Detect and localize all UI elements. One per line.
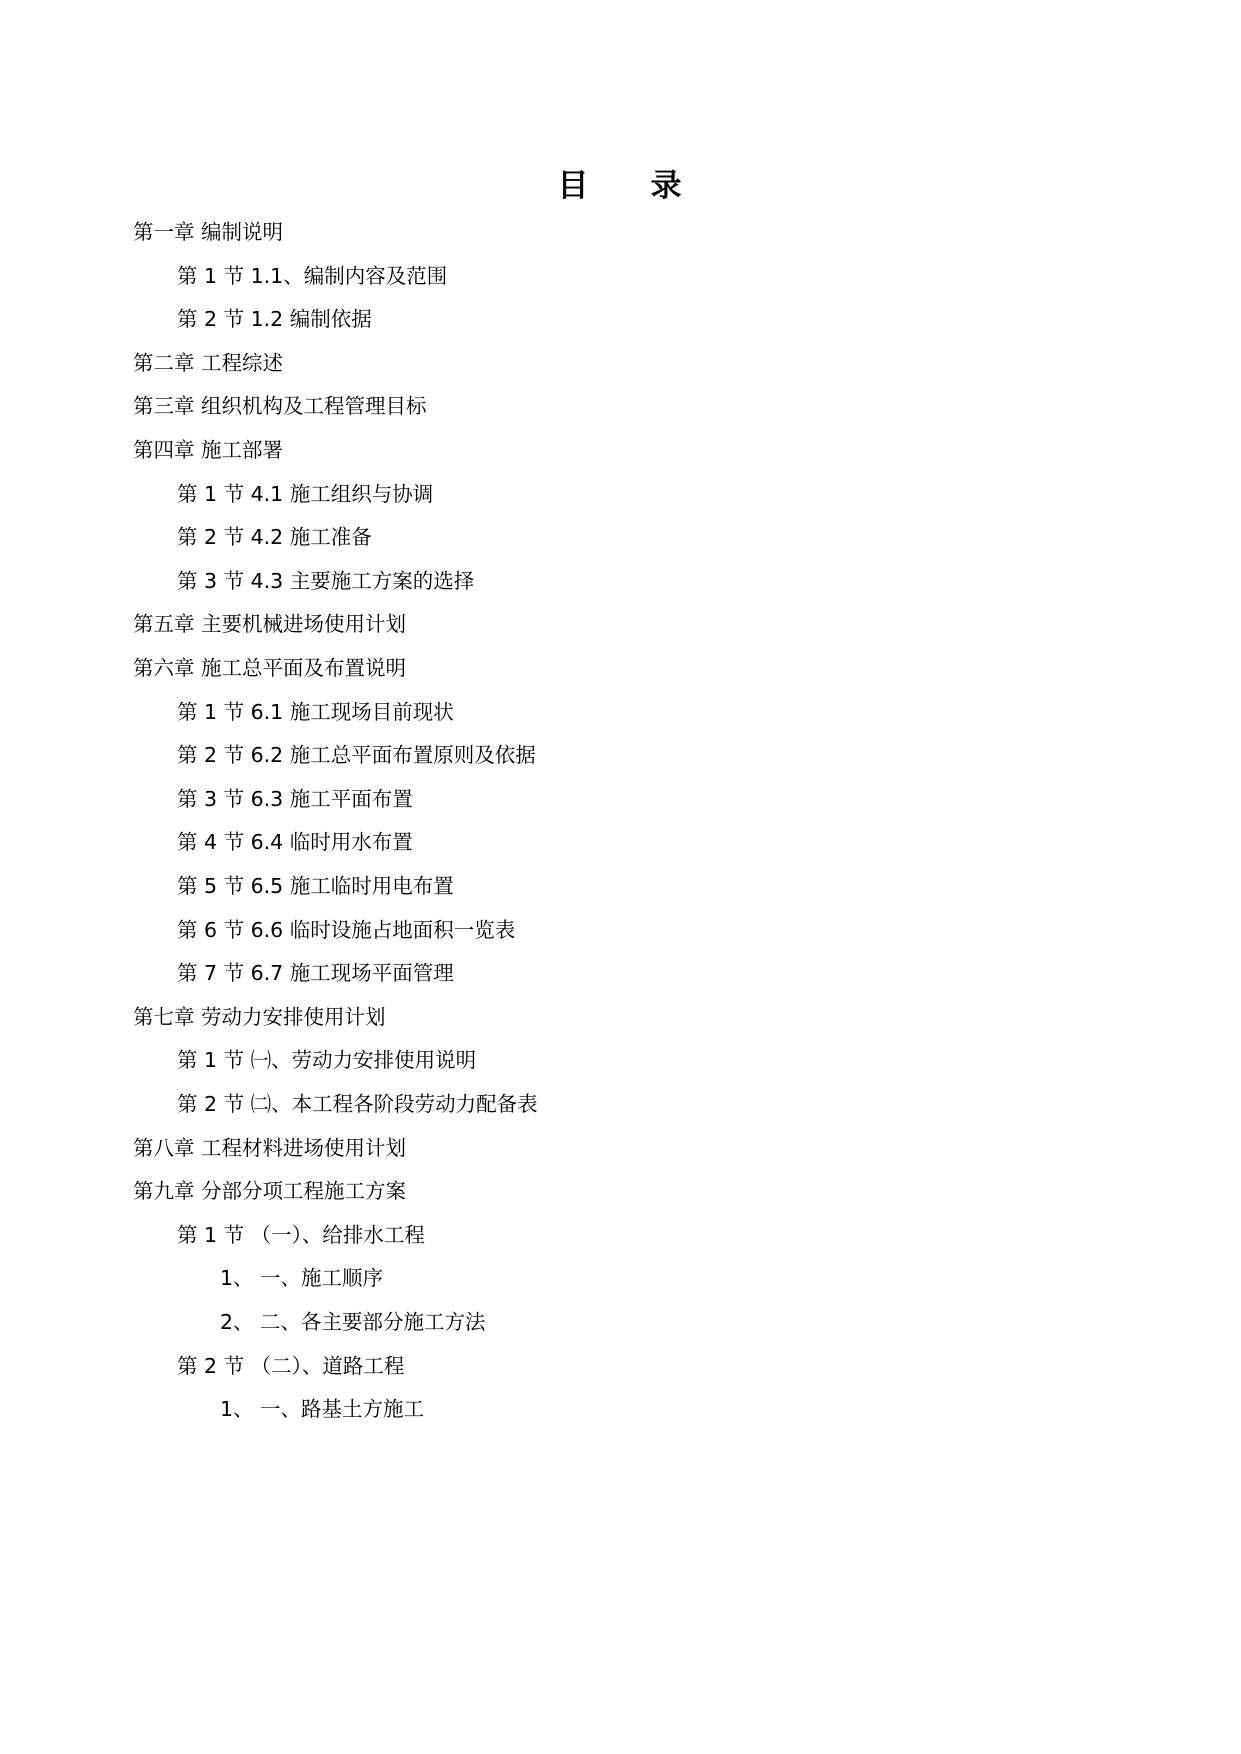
toc-section-entry[interactable]: 第 7 节 6.7 施工现场平面管理 [177, 961, 454, 986]
toc-section-entry[interactable]: 第 2 节 6.2 施工总平面布置原则及依据 [177, 743, 536, 768]
toc-section-entry[interactable]: 第 5 节 6.5 施工临时用电布置 [177, 874, 454, 898]
toc-section-entry[interactable]: 第 3 节 6.3 施工平面布置 [177, 786, 413, 811]
toc-section-entry[interactable]: 第 1 节 （一）、给排水工程 [177, 1222, 425, 1247]
toc-chapter-entry[interactable]: 第五章 主要机械进场使用计划 [133, 612, 407, 637]
toc-subsection-entry[interactable]: 1、 一、路基土方施工 [220, 1397, 425, 1422]
toc-section-entry[interactable]: 第 1 节 1.1、编制内容及范围 [177, 263, 448, 288]
toc-section-entry[interactable]: 第 1 节 6.1 施工现场目前现状 [177, 699, 454, 724]
toc-section-entry[interactable]: 第 1 节 ㈠、劳动力安排使用说明 [177, 1048, 477, 1073]
toc-section-entry[interactable]: 第 2 节 1.2 编制依据 [177, 307, 372, 332]
toc-section-entry[interactable]: 第 6 节 6.6 临时设施占地面积一览表 [177, 917, 516, 942]
toc-section-entry[interactable]: 第 4 节 6.4 临时用水布置 [177, 830, 413, 855]
toc-chapter-entry[interactable]: 第八章 工程材料进场使用计划 [133, 1135, 407, 1160]
toc-chapter-entry[interactable]: 第四章 施工部署 [133, 438, 284, 462]
toc-subsection-entry[interactable]: 1、 一、施工顺序 [220, 1266, 384, 1291]
toc-section-entry[interactable]: 第 2 节 ㈡、本工程各阶段劳动力配备表 [177, 1092, 538, 1116]
toc-chapter-entry[interactable]: 第一章 编制说明 [133, 220, 284, 244]
toc-section-entry[interactable]: 第 2 节 4.2 施工准备 [177, 525, 372, 550]
toc-chapter-entry[interactable]: 第七章 劳动力安排使用计划 [133, 1004, 386, 1029]
toc-chapter-entry[interactable]: 第二章 工程综述 [133, 350, 284, 375]
toc-section-entry[interactable]: 第 3 节 4.3 主要施工方案的选择 [177, 568, 475, 593]
title-char-2: 录 [650, 168, 684, 204]
toc-section-entry[interactable]: 第 1 节 4.1 施工组织与协调 [177, 481, 434, 506]
page-title [0, 160, 1241, 205]
toc-chapter-entry[interactable]: 第六章 施工总平面及布置说明 [133, 656, 407, 680]
toc-chapter-entry[interactable]: 第三章 组织机构及工程管理目标 [133, 394, 427, 419]
toc-section-entry[interactable]: 第 2 节 （二）、道路工程 [177, 1353, 405, 1378]
toc-subsection-entry[interactable]: 2、 二、各主要部分施工方法 [220, 1310, 486, 1334]
title-char-1: 目 [557, 168, 591, 204]
toc-chapter-entry[interactable]: 第九章 分部分项工程施工方案 [133, 1179, 407, 1204]
